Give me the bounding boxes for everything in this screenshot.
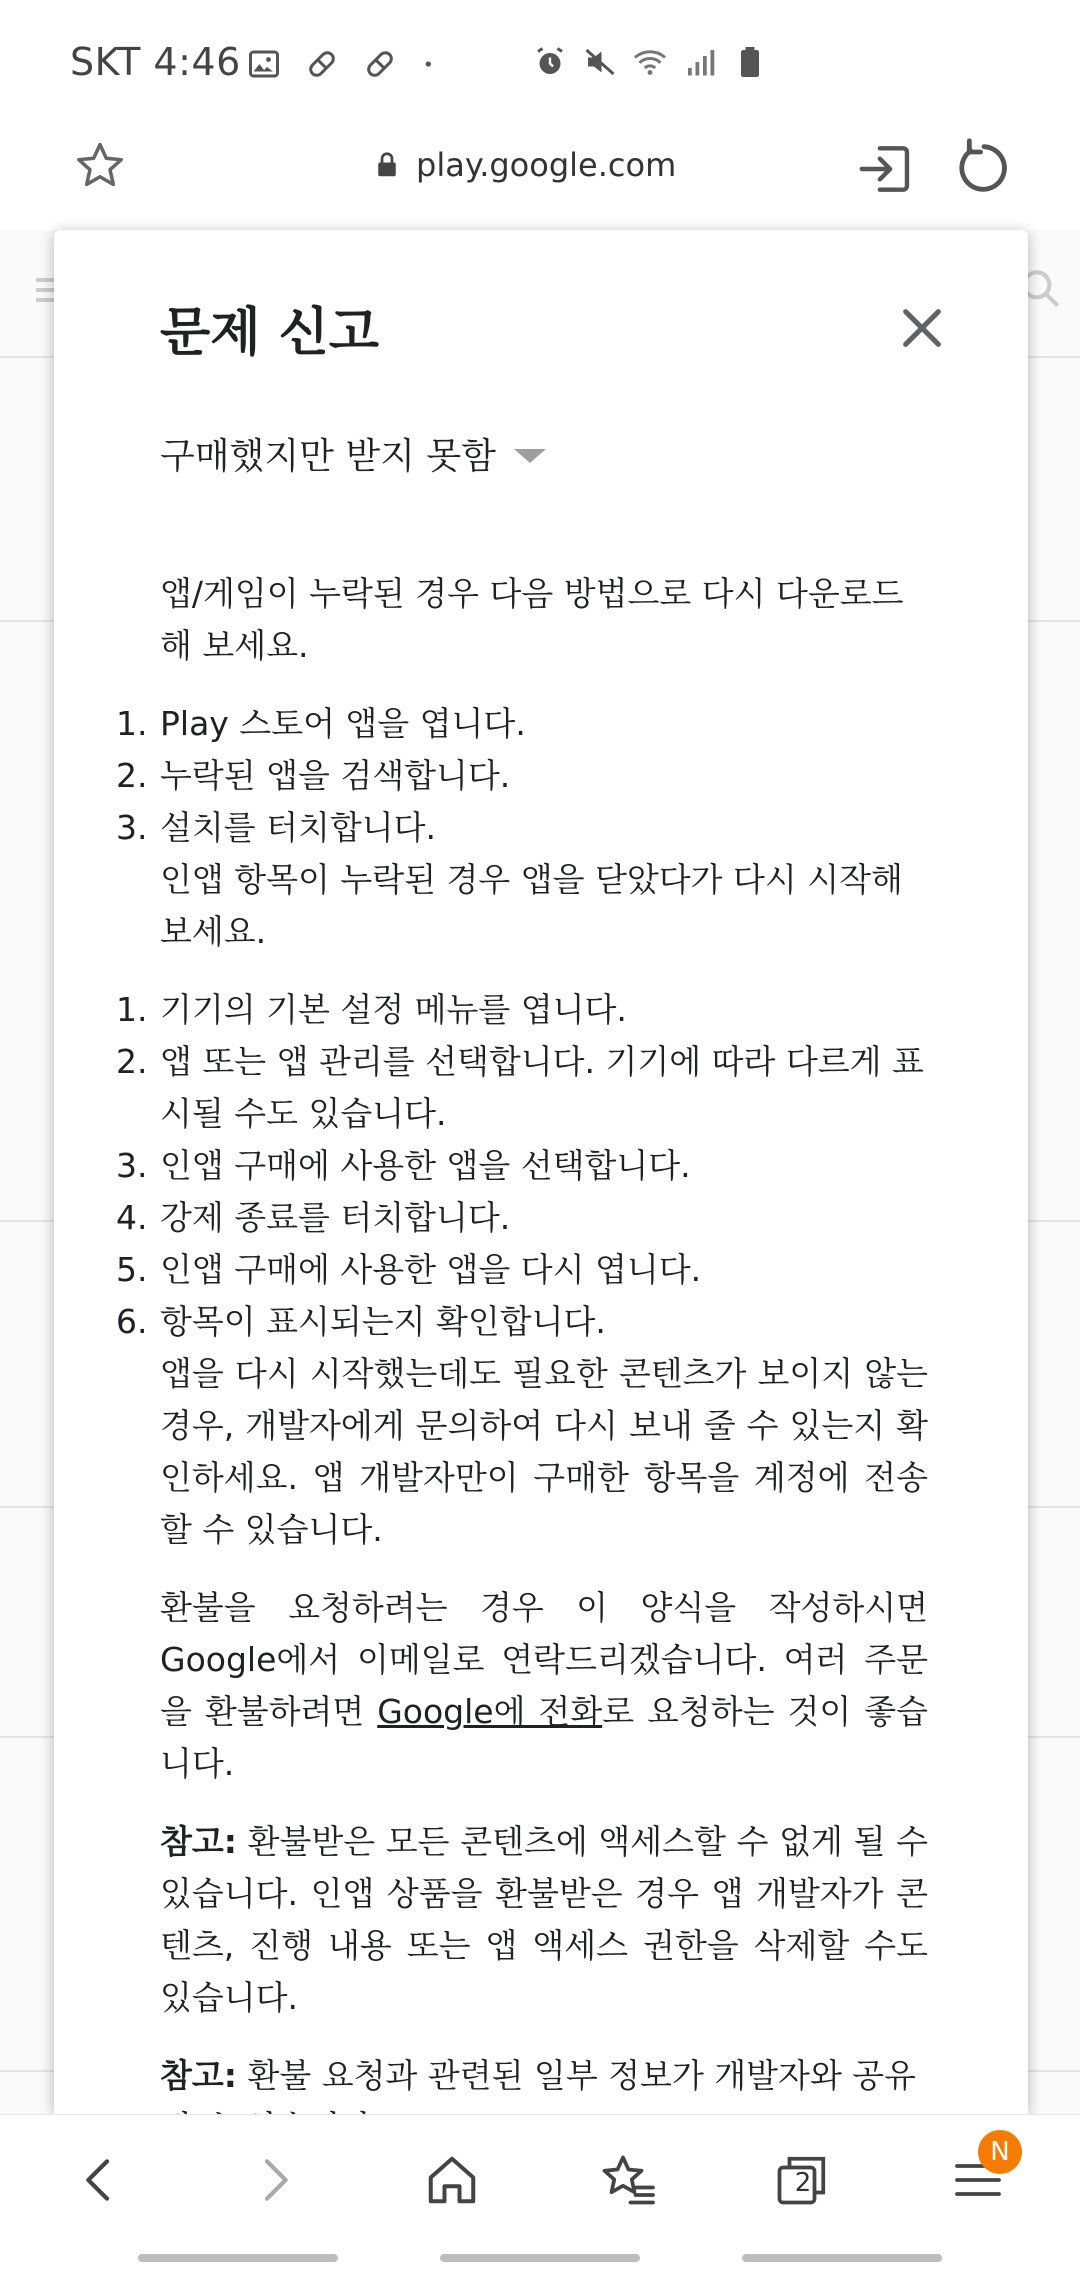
dialog-body [116,568,929,2180]
gesture-bar [742,2254,942,2262]
bookmark-list-icon [598,2150,658,2210]
bookmarks-button[interactable] [588,2140,668,2220]
tab-count: 2 [794,2168,812,2198]
list-item: 6. 항목이 표시되는지 확인합니다. [116,1302,606,1341]
intro-paragraph: 앱/게임이 누락된 경우 다음 방법으로 다시 다운로드해 보세요. [160,574,904,665]
note-label: 참고: [160,2056,237,2095]
menu-notification-badge: N [978,2130,1022,2174]
clock: 4:46 [153,40,241,84]
home-button[interactable] [412,2140,492,2220]
url-field[interactable] [372,146,676,184]
list-item: 2. 앱 또는 앱 관리를 선택합니다. 기기에 따라 다르게 표시될 수도 있습니다. [116,1042,924,1133]
dropdown-arrow-icon [514,449,546,463]
status-bar [0,0,1080,120]
inapp-intro-paragraph: 인앱 항목이 누락된 경우 앱을 닫았다가 다시 시작해 보세요. [160,860,903,951]
note-label: 참고: [160,1822,237,1861]
list-item: 1. 기기의 기본 설정 메뉴를 엽니다. [116,990,627,1029]
notification-icons [246,46,440,82]
tabs-button[interactable] [762,2140,842,2220]
chevron-left-icon [72,2152,128,2208]
gesture-bar [440,2254,640,2262]
list-item: 5. 인앱 구매에 사용한 앱을 다시 엽니다. [116,1250,702,1289]
reinstall-steps-list [116,698,928,854]
lock-icon [372,150,402,180]
browser-bottom-nav [0,2114,1080,2240]
pill-icon [304,46,340,82]
note-paragraph-1: 참고: 환불받은 모든 콘텐츠에 액세스할 수 없게 될 수 있습니다. 인앱 상품을 환불받은 경우 앱 개발자가 콘텐츠, 진행 내용 또는 앱 액세스 권한을 삭제할 수도 있습니다. [160,1822,928,2017]
list-item: 4. 강제 종료를 터치합니다. [116,1198,511,1237]
mute-icon [582,44,618,80]
close-icon[interactable] [894,300,950,356]
carrier: SKT [70,40,141,84]
status-carrier-time [70,40,241,84]
restart-steps-list [116,984,928,1348]
list-item: 3. 인앱 구매에 사용한 앱을 선택합니다. [116,1146,691,1185]
issue-type-dropdown[interactable] [160,428,546,479]
chevron-right-icon [246,2152,302,2208]
gesture-bar [138,2254,338,2262]
forward-button[interactable] [234,2140,314,2220]
bookmark-star-icon[interactable] [72,138,128,194]
url-text: play.google.com [416,146,677,184]
issue-type-value: 구매했지만 받지 못함 [160,436,496,477]
login-icon[interactable] [854,138,916,200]
dot-icon [420,46,440,82]
wifi-icon [632,44,668,80]
dialog-title: 문제 신고 [160,303,380,363]
alarm-icon [532,44,568,80]
signal-icon [682,44,718,80]
battery-icon [732,44,768,80]
system-status-icons [532,44,768,80]
gallery-icon [246,46,282,82]
developer-note-paragraph: 앱을 다시 시작했는데도 필요한 콘텐츠가 보이지 않는 경우, 개발자에게 문의하여 다시 보내 줄 수 있는지 확인하세요. 앱 개발자만이 구매한 항목을 계정에 전송할 수 있습니다. [160,1354,928,1549]
back-button[interactable] [60,2140,140,2220]
reload-icon[interactable] [952,136,1016,200]
note-paragraph-2: 참고: 환불 요청과 관련된 일부 정보가 개발자와 공유 [160,2056,917,2095]
call-google-link[interactable]: Google에 전화 [377,1692,603,1731]
list-item: 1. Play 스토어 앱을 엽니다. [116,704,526,743]
list-item: 3. 설치를 터치합니다. [116,808,437,847]
refund-paragraph: 환불을 요청하려는 경우 이 양식을 작성하시면 Google에서 이메일로 연락드리겠습니다. 여러 주문을 환불하려면 Google에 전화로 요청하는 것이 좋습니다. [160,1588,929,1783]
home-icon [422,2150,482,2210]
report-problem-dialog [54,230,1028,2114]
list-item: 2. 누락된 앱을 검색합니다. [116,756,511,795]
pill-icon-2 [362,46,398,82]
